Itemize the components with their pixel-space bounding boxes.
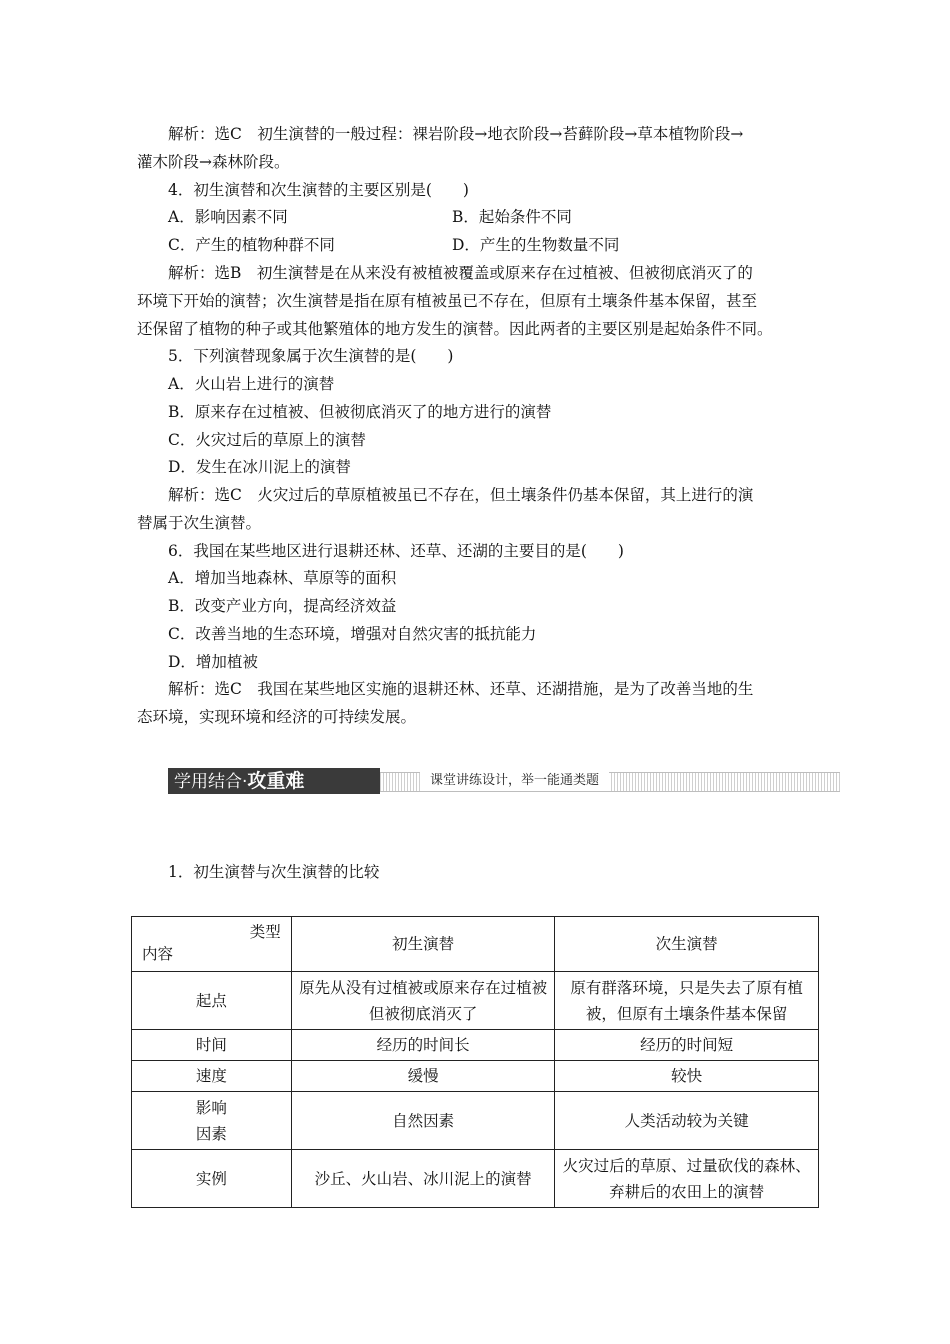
option-4c: C．产生的植物种群不同 (168, 236, 335, 254)
table-header-row (132, 917, 819, 972)
row-cell-secondary: 人类活动较为关键 (555, 1092, 819, 1150)
corner-type-label: 类型 (249, 923, 281, 941)
question-5: 5．下列演替现象属于次生演替的是( ) (168, 347, 454, 365)
banner-subtitle: 课堂讲练设计，举一能通类题 (420, 771, 609, 791)
banner-title-left: 学用结合· (174, 772, 248, 792)
row-cell-primary: 经历的时间长 (291, 1030, 555, 1061)
row-cell-primary: 自然因素 (291, 1092, 555, 1150)
row-label-line-1: 影响 (195, 1098, 227, 1117)
option-6d: D．增加植被 (168, 653, 258, 671)
analysis-4-cont-2: 还保留了植物的种子或其他繁殖体的地方发生的演替。因此两者的主要区别是起始条件不同。 (137, 320, 773, 338)
row-cell-secondary: 火灾过后的草原、过量砍伐的森林、弃耕后的农田上的演替 (555, 1150, 819, 1208)
option-5d: D．发生在冰川泥上的演替 (168, 458, 351, 476)
option-4b: B．起始条件不同 (452, 208, 572, 226)
analysis-6-cont: 态环境，实现环境和经济的可持续发展。 (137, 708, 417, 726)
question-4: 4．初生演替和次生演替的主要区别是( ) (168, 181, 469, 199)
header-secondary-succession: 次生演替 (555, 917, 819, 972)
banner-title-right: 攻重难 (247, 770, 305, 792)
table-row (132, 1150, 819, 1208)
row-cell-secondary: 原有群落环境，只是失去了原有植被，但原有土壤条件基本保留 (555, 972, 819, 1030)
option-6c: C．改善当地的生态环境，增强对自然灾害的抵抗能力 (168, 625, 537, 643)
table-corner-cell (132, 917, 292, 972)
row-cell-secondary: 较快 (555, 1061, 819, 1092)
row-cell-primary: 缓慢 (291, 1061, 555, 1092)
comparison-table (131, 916, 819, 1208)
section-title: 1．初生演替与次生演替的比较 (168, 863, 380, 881)
section-banner (168, 766, 840, 796)
table-row (132, 972, 819, 1030)
option-5a: A．火山岩上进行的演替 (168, 375, 335, 393)
option-4d: D．产生的生物数量不同 (452, 236, 620, 254)
row-label-line-2: 因素 (195, 1124, 227, 1143)
row-label: 速度 (132, 1061, 292, 1092)
option-5b: B．原来存在过植被、但被彻底消灭了的地方进行的演替 (168, 403, 552, 421)
row-label: 时间 (132, 1030, 292, 1061)
table-row (132, 1030, 819, 1061)
option-5c: C．火灾过后的草原上的演替 (168, 431, 366, 449)
analysis-3: 解析：选C 初生演替的一般过程：裸岩阶段→地衣阶段→苔藓阶段→草本植物阶段→ (168, 125, 744, 143)
option-4a: A．影响因素不同 (168, 208, 288, 226)
analysis-3-cont: 灌木阶段→森林阶段。 (137, 153, 290, 171)
table-row (132, 1092, 819, 1150)
option-6a: A．增加当地森林、草原等的面积 (168, 569, 397, 587)
corner-content-label: 内容 (142, 945, 174, 963)
table-row (132, 1061, 819, 1092)
analysis-4-cont-1: 环境下开始的演替；次生演替是指在原有植被虽已不存在，但原有土壤条件基本保留，甚至 (137, 292, 758, 310)
row-label: 起点 (132, 972, 292, 1030)
row-cell-secondary: 经历的时间短 (555, 1030, 819, 1061)
banner-title (168, 768, 380, 794)
option-6b: B．改变产业方向，提高经济效益 (168, 597, 397, 615)
row-cell-primary: 沙丘、火山岩、冰川泥上的演替 (291, 1150, 555, 1208)
analysis-5: 解析：选C 火灾过后的草原植被虽已不存在，但土壤条件仍基本保留，其上进行的演 (168, 486, 754, 504)
row-label (132, 1092, 292, 1150)
row-cell-primary: 原先从没有过植被或原来存在过植被但被彻底消灭了 (291, 972, 555, 1030)
question-6: 6．我国在某些地区进行退耕还林、还草、还湖的主要目的是( ) (168, 542, 624, 560)
analysis-6: 解析：选C 我国在某些地区实施的退耕还林、还草、还湖措施，是为了改善当地的生 (168, 680, 754, 698)
analysis-5-cont: 替属于次生演替。 (137, 514, 262, 532)
row-label: 实例 (132, 1150, 292, 1208)
header-primary-succession: 初生演替 (291, 917, 555, 972)
analysis-4: 解析：选B 初生演替是在从来没有被植被覆盖或原来存在过植被、但被彻底消灭了的 (168, 264, 753, 282)
